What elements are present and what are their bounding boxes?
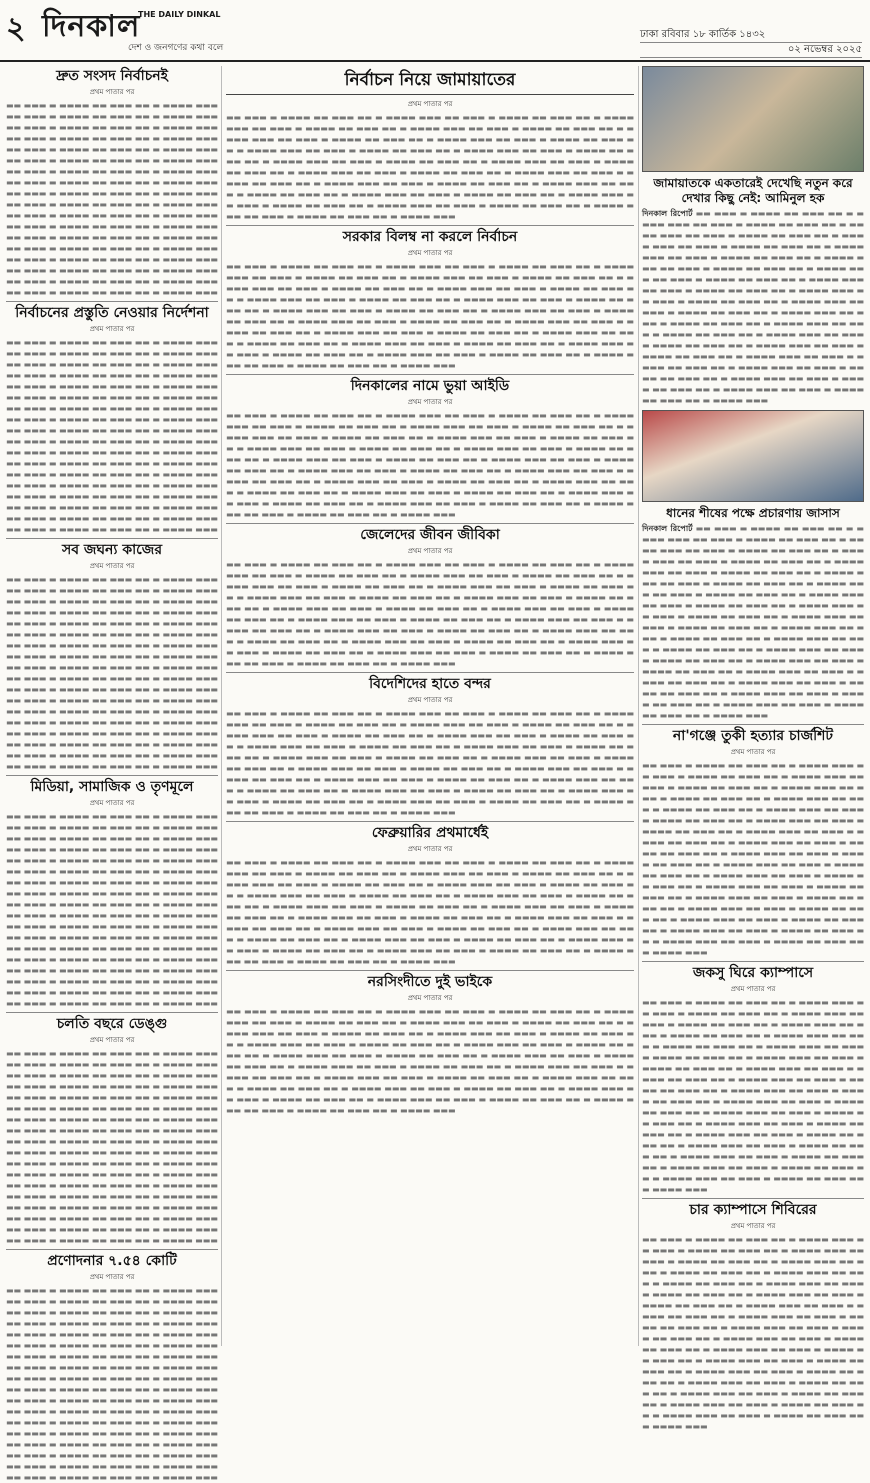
- date-bengali: ঢাকা রবিবার ১৮ কার্তিক ১৪৩২: [640, 28, 862, 43]
- date-english: ০২ নভেম্বর ২০২৫: [640, 43, 862, 58]
- article-body: ▬▬ ▬▬▬ ▬ ▬▬▬▬ ▬▬ ▬▬▬ ▬▬ ▬ ▬▬▬▬ ▬▬▬ ▬▬ ▬▬▬ ▬ ▬▬▬▬ ▬▬ ▬▬▬ ▬▬ ▬ ▬▬▬▬ ▬▬▬ ▬▬ ▬▬▬ ▬ ▬▬▬▬ ▬▬ ▬▬▬ ▬▬ ▬ ▬▬▬▬ ▬▬▬ ▬▬ ▬▬▬ ▬ ▬▬▬▬ ▬▬ ▬▬▬ ▬▬ ▬ ▬▬▬▬ ▬▬▬ ▬▬ ▬▬▬ ▬ ▬▬▬▬ ▬▬ ▬▬▬ ▬▬ ▬ ▬▬▬▬ ▬▬▬ ▬▬ ▬▬▬ ▬ ▬▬▬▬ ▬▬ ▬▬▬ ▬▬ ▬ ▬▬▬▬ ▬▬▬ ▬▬ ▬▬▬ ▬ ▬▬▬▬ ▬▬ ▬▬▬ ▬▬ ▬ ▬▬▬▬ ▬▬▬ ▬▬ ▬▬▬ ▬ ▬▬▬▬ ▬▬ ▬▬▬ ▬▬ ▬ ▬▬▬▬ ▬▬▬ ▬▬ ▬▬▬ ▬ ▬▬▬▬ ▬▬ ▬▬▬ ▬▬ ▬ ▬▬▬▬ ▬▬▬ ▬▬ ▬▬▬ ▬ ▬▬▬▬ ▬▬ ▬▬▬ ▬▬ ▬ ▬▬▬▬ ▬▬▬ ▬▬ ▬▬▬ ▬ ▬▬▬▬ ▬▬ ▬▬▬ ▬▬ ▬ ▬▬▬▬ ▬▬▬ ▬▬ ▬▬▬ ▬ ▬▬▬▬ ▬▬ ▬▬▬ ▬▬ ▬ ▬▬▬▬ ▬▬▬ ▬▬ ▬▬▬ ▬ ▬▬▬▬ ▬▬ ▬▬▬ ▬▬ ▬ ▬▬▬▬ ▬▬▬ ▬▬ ▬▬▬ ▬ ▬▬▬▬ ▬▬ ▬▬▬ ▬▬ ▬ ▬▬▬▬ ▬▬▬ ▬▬ ▬▬▬ ▬ ▬▬▬▬ ▬▬ ▬▬▬ ▬▬ ▬ ▬▬▬▬ ▬▬▬ ▬▬ ▬▬▬ ▬ ▬▬▬▬ ▬▬ ▬▬▬ ▬▬ ▬ ▬▬▬▬ ▬▬▬ ▬▬ ▬▬▬ ▬ ▬▬▬▬ ▬▬ ▬▬▬ ▬▬ ▬ ▬▬▬▬ ▬▬▬ ▬▬ ▬▬▬ ▬ ▬▬▬▬ ▬▬ ▬▬▬ ▬▬ ▬ ▬▬▬▬ ▬▬▬: [6, 338, 218, 534]
- article-headline: চার ক্যাম্পাসে শিবিরের: [689, 1202, 817, 1218]
- article-body: ▬▬ ▬▬▬ ▬ ▬▬▬▬ ▬▬ ▬▬▬ ▬▬ ▬ ▬▬▬▬ ▬▬▬ ▬▬ ▬▬▬ ▬ ▬▬▬▬ ▬▬ ▬▬▬ ▬▬ ▬ ▬▬▬▬ ▬▬▬ ▬▬ ▬▬▬ ▬ ▬▬▬▬ ▬▬ ▬▬▬ ▬▬ ▬ ▬▬▬▬ ▬▬▬ ▬▬ ▬▬▬ ▬ ▬▬▬▬ ▬▬ ▬▬▬ ▬▬ ▬ ▬▬▬▬ ▬▬▬ ▬▬ ▬▬▬ ▬ ▬▬▬▬ ▬▬ ▬▬▬ ▬▬ ▬ ▬▬▬▬ ▬▬▬ ▬▬ ▬▬▬ ▬ ▬▬▬▬ ▬▬ ▬▬▬ ▬▬ ▬ ▬▬▬▬ ▬▬▬ ▬▬ ▬▬▬ ▬ ▬▬▬▬ ▬▬ ▬▬▬ ▬▬ ▬ ▬▬▬▬ ▬▬▬ ▬▬ ▬▬▬ ▬ ▬▬▬▬ ▬▬ ▬▬▬ ▬▬ ▬ ▬▬▬▬ ▬▬▬ ▬▬ ▬▬▬ ▬ ▬▬▬▬ ▬▬ ▬▬▬ ▬▬ ▬ ▬▬▬▬ ▬▬▬ ▬▬ ▬▬▬ ▬ ▬▬▬▬ ▬▬ ▬▬▬ ▬▬ ▬ ▬▬▬▬ ▬▬▬ ▬▬ ▬▬▬ ▬ ▬▬▬▬ ▬▬ ▬▬▬ ▬▬ ▬ ▬▬▬▬ ▬▬▬ ▬▬ ▬▬▬ ▬ ▬▬▬▬ ▬▬ ▬▬▬ ▬▬ ▬ ▬▬▬▬ ▬▬▬ ▬▬ ▬▬▬ ▬ ▬▬▬▬ ▬▬ ▬▬▬ ▬▬ ▬ ▬▬▬▬ ▬▬▬ ▬▬ ▬▬▬ ▬ ▬▬▬▬ ▬▬ ▬▬▬ ▬▬ ▬ ▬▬▬▬ ▬▬▬ ▬▬ ▬▬▬ ▬ ▬▬▬▬ ▬▬ ▬▬▬ ▬▬ ▬ ▬▬▬▬ ▬▬▬ ▬▬ ▬▬▬ ▬ ▬▬▬▬ ▬▬ ▬▬▬ ▬▬ ▬ ▬▬▬▬ ▬▬▬ ▬▬ ▬▬▬ ▬ ▬▬▬▬ ▬▬ ▬▬▬ ▬▬ ▬ ▬▬▬▬ ▬▬▬ ▬▬ ▬▬▬ ▬ ▬▬▬▬ ▬▬ ▬▬▬ ▬▬ ▬ ▬▬▬▬ ▬▬▬: [226, 411, 634, 519]
- article-body: ▬▬ ▬▬▬ ▬ ▬▬▬▬ ▬▬ ▬▬▬ ▬▬ ▬ ▬▬▬▬ ▬▬▬ ▬▬ ▬▬▬ ▬ ▬▬▬▬ ▬▬ ▬▬▬ ▬▬ ▬ ▬▬▬▬ ▬▬▬ ▬▬ ▬▬▬ ▬ ▬▬▬▬ ▬▬ ▬▬▬ ▬▬ ▬ ▬▬▬▬ ▬▬▬ ▬▬ ▬▬▬ ▬ ▬▬▬▬ ▬▬ ▬▬▬ ▬▬ ▬ ▬▬▬▬ ▬▬▬ ▬▬ ▬▬▬ ▬ ▬▬▬▬ ▬▬ ▬▬▬ ▬▬ ▬ ▬▬▬▬ ▬▬▬ ▬▬ ▬▬▬ ▬ ▬▬▬▬ ▬▬ ▬▬▬ ▬▬ ▬ ▬▬▬▬ ▬▬▬ ▬▬ ▬▬▬ ▬ ▬▬▬▬ ▬▬ ▬▬▬ ▬▬ ▬ ▬▬▬▬ ▬▬▬ ▬▬ ▬▬▬ ▬ ▬▬▬▬ ▬▬ ▬▬▬ ▬▬ ▬ ▬▬▬▬ ▬▬▬ ▬▬ ▬▬▬ ▬ ▬▬▬▬ ▬▬ ▬▬▬ ▬▬ ▬ ▬▬▬▬ ▬▬▬ ▬▬ ▬▬▬ ▬ ▬▬▬▬ ▬▬ ▬▬▬ ▬▬ ▬ ▬▬▬▬ ▬▬▬ ▬▬ ▬▬▬ ▬ ▬▬▬▬ ▬▬ ▬▬▬ ▬▬ ▬ ▬▬▬▬ ▬▬▬ ▬▬ ▬▬▬ ▬ ▬▬▬▬ ▬▬ ▬▬▬ ▬▬ ▬ ▬▬▬▬ ▬▬▬ ▬▬ ▬▬▬ ▬ ▬▬▬▬ ▬▬ ▬▬▬ ▬▬ ▬ ▬▬▬▬ ▬▬▬ ▬▬ ▬▬▬ ▬ ▬▬▬▬ ▬▬ ▬▬▬ ▬▬ ▬ ▬▬▬▬ ▬▬▬ ▬▬ ▬▬▬ ▬ ▬▬▬▬ ▬▬ ▬▬▬ ▬▬ ▬ ▬▬▬▬ ▬▬▬ ▬▬ ▬▬▬ ▬ ▬▬▬▬ ▬▬ ▬▬▬ ▬▬ ▬ ▬▬▬▬ ▬▬▬ ▬▬ ▬▬▬ ▬ ▬▬▬▬ ▬▬ ▬▬▬ ▬▬ ▬ ▬▬▬▬ ▬▬▬ ▬▬ ▬▬▬ ▬ ▬▬▬▬ ▬▬ ▬▬▬ ▬▬ ▬ ▬▬▬▬ ▬▬▬: [226, 1007, 634, 1115]
- article-headline: ফেব্রুয়ারির প্রথমার্ধেই: [371, 825, 489, 841]
- column-left: [6, 66, 218, 1482]
- article-byline: প্রথম পাতার পর: [407, 845, 453, 853]
- article-body: ▬▬ ▬▬▬ ▬ ▬▬▬▬ ▬▬ ▬▬▬ ▬▬ ▬ ▬▬▬▬ ▬▬▬ ▬▬ ▬▬▬ ▬ ▬▬▬▬ ▬▬ ▬▬▬ ▬▬ ▬ ▬▬▬▬ ▬▬▬ ▬▬ ▬▬▬ ▬ ▬▬▬▬ ▬▬ ▬▬▬ ▬▬ ▬ ▬▬▬▬ ▬▬▬ ▬▬ ▬▬▬ ▬ ▬▬▬▬ ▬▬ ▬▬▬ ▬▬ ▬ ▬▬▬▬ ▬▬▬ ▬▬ ▬▬▬ ▬ ▬▬▬▬ ▬▬ ▬▬▬ ▬▬ ▬ ▬▬▬▬ ▬▬▬ ▬▬ ▬▬▬ ▬ ▬▬▬▬ ▬▬ ▬▬▬ ▬▬ ▬ ▬▬▬▬ ▬▬▬ ▬▬ ▬▬▬ ▬ ▬▬▬▬ ▬▬ ▬▬▬ ▬▬ ▬ ▬▬▬▬ ▬▬▬ ▬▬ ▬▬▬ ▬ ▬▬▬▬ ▬▬ ▬▬▬ ▬▬ ▬ ▬▬▬▬ ▬▬▬ ▬▬ ▬▬▬ ▬ ▬▬▬▬ ▬▬ ▬▬▬ ▬▬ ▬ ▬▬▬▬ ▬▬▬ ▬▬ ▬▬▬ ▬ ▬▬▬▬ ▬▬ ▬▬▬ ▬▬ ▬ ▬▬▬▬ ▬▬▬ ▬▬ ▬▬▬ ▬ ▬▬▬▬ ▬▬ ▬▬▬ ▬▬ ▬ ▬▬▬▬ ▬▬▬ ▬▬ ▬▬▬ ▬ ▬▬▬▬ ▬▬ ▬▬▬ ▬▬ ▬ ▬▬▬▬ ▬▬▬ ▬▬ ▬▬▬ ▬ ▬▬▬▬ ▬▬ ▬▬▬ ▬▬ ▬ ▬▬▬▬ ▬▬▬ ▬▬ ▬▬▬ ▬ ▬▬▬▬ ▬▬ ▬▬▬ ▬▬ ▬ ▬▬▬▬ ▬▬▬ ▬▬ ▬▬▬ ▬ ▬▬▬▬ ▬▬ ▬▬▬ ▬▬ ▬ ▬▬▬▬ ▬▬▬ ▬▬ ▬▬▬ ▬ ▬▬▬▬ ▬▬ ▬▬▬ ▬▬ ▬ ▬▬▬▬ ▬▬▬ ▬▬ ▬▬▬ ▬ ▬▬▬▬ ▬▬ ▬▬▬ ▬▬ ▬ ▬▬▬▬ ▬▬▬ ▬▬ ▬▬▬ ▬ ▬▬▬▬ ▬▬ ▬▬▬ ▬▬ ▬ ▬▬▬▬ ▬▬▬: [6, 575, 218, 771]
- article-headline: ধানের শীষের পক্ষে প্রচারণায় জাসাস: [666, 506, 840, 520]
- article-headline: দ্রুত সংসদ নির্বাচনই: [56, 68, 168, 84]
- date-box: [640, 28, 862, 58]
- article-byline: প্রথম পাতার পর: [730, 1222, 776, 1230]
- column-center: [226, 66, 634, 1346]
- article-headline: সরকার বিলম্ব না করলে নির্বাচন: [342, 229, 518, 245]
- article-byline: প্রথম পাতার পর: [89, 562, 135, 570]
- column-right: [642, 66, 864, 1431]
- article-byline: প্রথম পাতার পর: [407, 696, 453, 704]
- article-body: ▬▬ ▬▬▬ ▬ ▬▬▬▬ ▬▬ ▬▬▬ ▬▬ ▬ ▬▬▬▬ ▬▬▬ ▬▬ ▬▬▬ ▬ ▬▬▬▬ ▬▬ ▬▬▬ ▬▬ ▬ ▬▬▬▬ ▬▬▬ ▬▬ ▬▬▬ ▬ ▬▬▬▬ ▬▬ ▬▬▬ ▬▬ ▬ ▬▬▬▬ ▬▬▬ ▬▬ ▬▬▬ ▬ ▬▬▬▬ ▬▬ ▬▬▬ ▬▬ ▬ ▬▬▬▬ ▬▬▬ ▬▬ ▬▬▬ ▬ ▬▬▬▬ ▬▬ ▬▬▬ ▬▬ ▬ ▬▬▬▬ ▬▬▬ ▬▬ ▬▬▬ ▬ ▬▬▬▬ ▬▬ ▬▬▬ ▬▬ ▬ ▬▬▬▬ ▬▬▬ ▬▬ ▬▬▬ ▬ ▬▬▬▬ ▬▬ ▬▬▬ ▬▬ ▬ ▬▬▬▬ ▬▬▬ ▬▬ ▬▬▬ ▬ ▬▬▬▬ ▬▬ ▬▬▬ ▬▬ ▬ ▬▬▬▬ ▬▬▬ ▬▬ ▬▬▬ ▬ ▬▬▬▬ ▬▬ ▬▬▬ ▬▬ ▬ ▬▬▬▬ ▬▬▬ ▬▬ ▬▬▬ ▬ ▬▬▬▬ ▬▬ ▬▬▬ ▬▬ ▬ ▬▬▬▬ ▬▬▬ ▬▬ ▬▬▬ ▬ ▬▬▬▬ ▬▬ ▬▬▬ ▬▬ ▬ ▬▬▬▬ ▬▬▬ ▬▬ ▬▬▬ ▬ ▬▬▬▬ ▬▬ ▬▬▬ ▬▬ ▬ ▬▬▬▬ ▬▬▬ ▬▬ ▬▬▬ ▬ ▬▬▬▬ ▬▬ ▬▬▬ ▬▬ ▬ ▬▬▬▬ ▬▬▬ ▬▬ ▬▬▬ ▬ ▬▬▬▬ ▬▬ ▬▬▬ ▬▬ ▬ ▬▬▬▬ ▬▬▬ ▬▬ ▬▬▬ ▬ ▬▬▬▬ ▬▬ ▬▬▬ ▬▬ ▬ ▬▬▬▬ ▬▬▬ ▬▬ ▬▬▬ ▬ ▬▬▬▬ ▬▬ ▬▬▬ ▬▬ ▬ ▬▬▬▬ ▬▬▬ ▬▬ ▬▬▬ ▬ ▬▬▬▬ ▬▬ ▬▬▬ ▬▬ ▬ ▬▬▬▬ ▬▬▬ ▬▬ ▬▬▬ ▬ ▬▬▬▬ ▬▬ ▬▬▬ ▬▬ ▬ ▬▬▬▬ ▬▬▬: [642, 1235, 864, 1431]
- article-lead: দিনকাল রিপোর্ট ▬▬ ▬▬▬ ▬ ▬▬▬▬ ▬▬ ▬▬▬ ▬▬ ▬ ▬▬▬▬ ▬▬▬ ▬▬ ▬▬▬ ▬ ▬▬▬▬ ▬▬ ▬▬▬ ▬▬ ▬ ▬▬▬▬ ▬▬▬ ▬▬ ▬▬▬ ▬ ▬▬▬▬ ▬▬ ▬▬▬ ▬▬ ▬ ▬▬▬▬ ▬▬▬ ▬▬ ▬▬▬ ▬ ▬▬▬▬ ▬▬ ▬▬▬ ▬▬ ▬ ▬▬▬▬ ▬▬▬ ▬▬ ▬▬▬ ▬ ▬▬▬▬ ▬▬ ▬▬▬ ▬▬ ▬ ▬▬▬▬ ▬▬▬ ▬▬ ▬▬▬ ▬ ▬▬▬▬ ▬▬ ▬▬▬ ▬▬ ▬ ▬▬▬▬ ▬▬▬ ▬▬ ▬▬▬ ▬ ▬▬▬▬ ▬▬ ▬▬▬ ▬▬ ▬ ▬▬▬▬ ▬▬▬ ▬▬ ▬▬▬ ▬ ▬▬▬▬ ▬▬ ▬▬▬ ▬▬ ▬ ▬▬▬▬ ▬▬▬ ▬▬ ▬▬▬ ▬ ▬▬▬▬ ▬▬ ▬▬▬ ▬▬ ▬ ▬▬▬▬ ▬▬▬ ▬▬ ▬▬▬ ▬ ▬▬▬▬ ▬▬ ▬▬▬ ▬▬ ▬ ▬▬▬▬ ▬▬▬ ▬▬ ▬▬▬ ▬ ▬▬▬▬ ▬▬ ▬▬▬ ▬▬ ▬ ▬▬▬▬ ▬▬▬ ▬▬ ▬▬▬ ▬ ▬▬▬▬ ▬▬ ▬▬▬ ▬▬ ▬ ▬▬▬▬ ▬▬▬ ▬▬ ▬▬▬ ▬ ▬▬▬▬ ▬▬ ▬▬▬ ▬▬ ▬ ▬▬▬▬ ▬▬▬ ▬▬ ▬▬▬ ▬ ▬▬▬▬ ▬▬ ▬▬▬ ▬▬ ▬ ▬▬▬▬ ▬▬▬ ▬▬ ▬▬▬ ▬ ▬▬▬▬ ▬▬ ▬▬▬ ▬▬ ▬ ▬▬▬▬ ▬▬▬ ▬▬ ▬▬▬ ▬ ▬▬▬▬ ▬▬ ▬▬▬ ▬▬ ▬ ▬▬▬▬ ▬▬▬ ▬▬ ▬▬▬ ▬ ▬▬▬▬ ▬▬ ▬▬▬ ▬▬ ▬ ▬▬▬▬ ▬▬▬ ▬▬ ▬▬▬ ▬ ▬▬▬▬ ▬▬ ▬▬▬ ▬▬ ▬ ▬▬▬▬ ▬▬▬: [642, 208, 864, 405]
- newspaper-logo: দিনকাল: [42, 9, 141, 44]
- article-headline: নির্বাচনের প্রস্তুতি নেওয়ার নির্দেশনা: [15, 305, 209, 321]
- article-byline: প্রথম পাতার পর: [89, 799, 135, 807]
- article-lead: দিনকাল রিপোর্ট ▬▬ ▬▬▬ ▬ ▬▬▬▬ ▬▬ ▬▬▬ ▬▬ ▬ ▬▬▬▬ ▬▬▬ ▬▬ ▬▬▬ ▬ ▬▬▬▬ ▬▬ ▬▬▬ ▬▬ ▬ ▬▬▬▬ ▬▬▬ ▬▬ ▬▬▬ ▬ ▬▬▬▬ ▬▬ ▬▬▬ ▬▬ ▬ ▬▬▬▬ ▬▬▬ ▬▬ ▬▬▬ ▬ ▬▬▬▬ ▬▬ ▬▬▬ ▬▬ ▬ ▬▬▬▬ ▬▬▬ ▬▬ ▬▬▬ ▬ ▬▬▬▬ ▬▬ ▬▬▬ ▬▬ ▬ ▬▬▬▬ ▬▬▬ ▬▬ ▬▬▬ ▬ ▬▬▬▬ ▬▬ ▬▬▬ ▬▬ ▬ ▬▬▬▬ ▬▬▬ ▬▬ ▬▬▬ ▬ ▬▬▬▬ ▬▬ ▬▬▬ ▬▬ ▬ ▬▬▬▬ ▬▬▬ ▬▬ ▬▬▬ ▬ ▬▬▬▬ ▬▬ ▬▬▬ ▬▬ ▬ ▬▬▬▬ ▬▬▬ ▬▬ ▬▬▬ ▬ ▬▬▬▬ ▬▬ ▬▬▬ ▬▬ ▬ ▬▬▬▬ ▬▬▬ ▬▬ ▬▬▬ ▬ ▬▬▬▬ ▬▬ ▬▬▬ ▬▬ ▬ ▬▬▬▬ ▬▬▬ ▬▬ ▬▬▬ ▬ ▬▬▬▬ ▬▬ ▬▬▬ ▬▬ ▬ ▬▬▬▬ ▬▬▬ ▬▬ ▬▬▬ ▬ ▬▬▬▬ ▬▬ ▬▬▬ ▬▬ ▬ ▬▬▬▬ ▬▬▬ ▬▬ ▬▬▬ ▬ ▬▬▬▬ ▬▬ ▬▬▬ ▬▬ ▬ ▬▬▬▬ ▬▬▬ ▬▬ ▬▬▬ ▬ ▬▬▬▬ ▬▬ ▬▬▬ ▬▬ ▬ ▬▬▬▬ ▬▬▬ ▬▬ ▬▬▬ ▬ ▬▬▬▬ ▬▬ ▬▬▬ ▬▬ ▬ ▬▬▬▬ ▬▬▬ ▬▬ ▬▬▬ ▬ ▬▬▬▬ ▬▬ ▬▬▬ ▬▬ ▬ ▬▬▬▬ ▬▬▬ ▬▬ ▬▬▬ ▬ ▬▬▬▬ ▬▬ ▬▬▬ ▬▬ ▬ ▬▬▬▬ ▬▬▬ ▬▬ ▬▬▬ ▬ ▬▬▬▬ ▬▬ ▬▬▬ ▬▬ ▬ ▬▬▬▬ ▬▬▬: [642, 523, 864, 720]
- newspaper-logo-english: THE DAILY DINKAL: [138, 10, 221, 19]
- article-headline: না'গঞ্জে তুকী হত্যার চার্জশিট: [672, 728, 834, 744]
- article-byline: প্রথম পাতার পর: [407, 994, 453, 1002]
- article-byline: প্রথম পাতার পর: [730, 985, 776, 993]
- article-byline: প্রথম পাতার পর: [730, 748, 776, 756]
- article-byline: প্রথম পাতার পর: [89, 1036, 135, 1044]
- column-divider: [221, 66, 222, 1346]
- article-body: ▬▬ ▬▬▬ ▬ ▬▬▬▬ ▬▬ ▬▬▬ ▬▬ ▬ ▬▬▬▬ ▬▬▬ ▬▬ ▬▬▬ ▬ ▬▬▬▬ ▬▬ ▬▬▬ ▬▬ ▬ ▬▬▬▬ ▬▬▬ ▬▬ ▬▬▬ ▬ ▬▬▬▬ ▬▬ ▬▬▬ ▬▬ ▬ ▬▬▬▬ ▬▬▬ ▬▬ ▬▬▬ ▬ ▬▬▬▬ ▬▬ ▬▬▬ ▬▬ ▬ ▬▬▬▬ ▬▬▬ ▬▬ ▬▬▬ ▬ ▬▬▬▬ ▬▬ ▬▬▬ ▬▬ ▬ ▬▬▬▬ ▬▬▬ ▬▬ ▬▬▬ ▬ ▬▬▬▬ ▬▬ ▬▬▬ ▬▬ ▬ ▬▬▬▬ ▬▬▬ ▬▬ ▬▬▬ ▬ ▬▬▬▬ ▬▬ ▬▬▬ ▬▬ ▬ ▬▬▬▬ ▬▬▬ ▬▬ ▬▬▬ ▬ ▬▬▬▬ ▬▬ ▬▬▬ ▬▬ ▬ ▬▬▬▬ ▬▬▬ ▬▬ ▬▬▬ ▬ ▬▬▬▬ ▬▬ ▬▬▬ ▬▬ ▬ ▬▬▬▬ ▬▬▬ ▬▬ ▬▬▬ ▬ ▬▬▬▬ ▬▬ ▬▬▬ ▬▬ ▬ ▬▬▬▬ ▬▬▬ ▬▬ ▬▬▬ ▬ ▬▬▬▬ ▬▬ ▬▬▬ ▬▬ ▬ ▬▬▬▬ ▬▬▬ ▬▬ ▬▬▬ ▬ ▬▬▬▬ ▬▬ ▬▬▬ ▬▬ ▬ ▬▬▬▬ ▬▬▬ ▬▬ ▬▬▬ ▬ ▬▬▬▬ ▬▬ ▬▬▬ ▬▬ ▬ ▬▬▬▬ ▬▬▬ ▬▬ ▬▬▬ ▬ ▬▬▬▬ ▬▬ ▬▬▬ ▬▬ ▬ ▬▬▬▬ ▬▬▬ ▬▬ ▬▬▬ ▬ ▬▬▬▬ ▬▬ ▬▬▬ ▬▬ ▬ ▬▬▬▬ ▬▬▬ ▬▬ ▬▬▬ ▬ ▬▬▬▬ ▬▬ ▬▬▬ ▬▬ ▬ ▬▬▬▬ ▬▬▬ ▬▬ ▬▬▬ ▬ ▬▬▬▬ ▬▬ ▬▬▬ ▬▬ ▬ ▬▬▬▬ ▬▬▬ ▬▬ ▬▬▬ ▬ ▬▬▬▬ ▬▬ ▬▬▬ ▬▬ ▬ ▬▬▬▬ ▬▬▬: [6, 812, 218, 1008]
- article-byline: প্রথম পাতার পর: [407, 249, 453, 257]
- article-body: ▬▬ ▬▬▬ ▬ ▬▬▬▬ ▬▬ ▬▬▬ ▬▬ ▬ ▬▬▬▬ ▬▬▬ ▬▬ ▬▬▬ ▬ ▬▬▬▬ ▬▬ ▬▬▬ ▬▬ ▬ ▬▬▬▬ ▬▬▬ ▬▬ ▬▬▬ ▬ ▬▬▬▬ ▬▬ ▬▬▬ ▬▬ ▬ ▬▬▬▬ ▬▬▬ ▬▬ ▬▬▬ ▬ ▬▬▬▬ ▬▬ ▬▬▬ ▬▬ ▬ ▬▬▬▬ ▬▬▬ ▬▬ ▬▬▬ ▬ ▬▬▬▬ ▬▬ ▬▬▬ ▬▬ ▬ ▬▬▬▬ ▬▬▬ ▬▬ ▬▬▬ ▬ ▬▬▬▬ ▬▬ ▬▬▬ ▬▬ ▬ ▬▬▬▬ ▬▬▬ ▬▬ ▬▬▬ ▬ ▬▬▬▬ ▬▬ ▬▬▬ ▬▬ ▬ ▬▬▬▬ ▬▬▬ ▬▬ ▬▬▬ ▬ ▬▬▬▬ ▬▬ ▬▬▬ ▬▬ ▬ ▬▬▬▬ ▬▬▬ ▬▬ ▬▬▬ ▬ ▬▬▬▬ ▬▬ ▬▬▬ ▬▬ ▬ ▬▬▬▬ ▬▬▬ ▬▬ ▬▬▬ ▬ ▬▬▬▬ ▬▬ ▬▬▬ ▬▬ ▬ ▬▬▬▬ ▬▬▬ ▬▬ ▬▬▬ ▬ ▬▬▬▬ ▬▬ ▬▬▬ ▬▬ ▬ ▬▬▬▬ ▬▬▬ ▬▬ ▬▬▬ ▬ ▬▬▬▬ ▬▬ ▬▬▬ ▬▬ ▬ ▬▬▬▬ ▬▬▬ ▬▬ ▬▬▬ ▬ ▬▬▬▬ ▬▬ ▬▬▬ ▬▬ ▬ ▬▬▬▬ ▬▬▬ ▬▬ ▬▬▬ ▬ ▬▬▬▬ ▬▬ ▬▬▬ ▬▬ ▬ ▬▬▬▬ ▬▬▬ ▬▬ ▬▬▬ ▬ ▬▬▬▬ ▬▬ ▬▬▬ ▬▬ ▬ ▬▬▬▬ ▬▬▬ ▬▬ ▬▬▬ ▬ ▬▬▬▬ ▬▬ ▬▬▬ ▬▬ ▬ ▬▬▬▬ ▬▬▬ ▬▬ ▬▬▬ ▬ ▬▬▬▬ ▬▬ ▬▬▬ ▬▬ ▬ ▬▬▬▬ ▬▬▬ ▬▬ ▬▬▬ ▬ ▬▬▬▬ ▬▬ ▬▬▬ ▬▬ ▬ ▬▬▬▬ ▬▬▬: [642, 998, 864, 1194]
- article-byline: প্রথম পাতার পর: [89, 1273, 135, 1281]
- main-headline: নির্বাচন নিয়ে জামায়াতের: [226, 68, 634, 95]
- article-byline: প্রথম পাতার পর: [89, 88, 135, 96]
- news-photo: [642, 410, 864, 502]
- article-byline: প্রথম পাতার পর: [407, 100, 453, 108]
- article-body: ▬▬ ▬▬▬ ▬ ▬▬▬▬ ▬▬ ▬▬▬ ▬▬ ▬ ▬▬▬▬ ▬▬▬ ▬▬ ▬▬▬ ▬ ▬▬▬▬ ▬▬ ▬▬▬ ▬▬ ▬ ▬▬▬▬ ▬▬▬ ▬▬ ▬▬▬ ▬ ▬▬▬▬ ▬▬ ▬▬▬ ▬▬ ▬ ▬▬▬▬ ▬▬▬ ▬▬ ▬▬▬ ▬ ▬▬▬▬ ▬▬ ▬▬▬ ▬▬ ▬ ▬▬▬▬ ▬▬▬ ▬▬ ▬▬▬ ▬ ▬▬▬▬ ▬▬ ▬▬▬ ▬▬ ▬ ▬▬▬▬ ▬▬▬ ▬▬ ▬▬▬ ▬ ▬▬▬▬ ▬▬ ▬▬▬ ▬▬ ▬ ▬▬▬▬ ▬▬▬ ▬▬ ▬▬▬ ▬ ▬▬▬▬ ▬▬ ▬▬▬ ▬▬ ▬ ▬▬▬▬ ▬▬▬ ▬▬ ▬▬▬ ▬ ▬▬▬▬ ▬▬ ▬▬▬ ▬▬ ▬ ▬▬▬▬ ▬▬▬ ▬▬ ▬▬▬ ▬ ▬▬▬▬ ▬▬ ▬▬▬ ▬▬ ▬ ▬▬▬▬ ▬▬▬ ▬▬ ▬▬▬ ▬ ▬▬▬▬ ▬▬ ▬▬▬ ▬▬ ▬ ▬▬▬▬ ▬▬▬ ▬▬ ▬▬▬ ▬ ▬▬▬▬ ▬▬ ▬▬▬ ▬▬ ▬ ▬▬▬▬ ▬▬▬ ▬▬ ▬▬▬ ▬ ▬▬▬▬ ▬▬ ▬▬▬ ▬▬ ▬ ▬▬▬▬ ▬▬▬ ▬▬ ▬▬▬ ▬ ▬▬▬▬ ▬▬ ▬▬▬ ▬▬ ▬ ▬▬▬▬ ▬▬▬ ▬▬ ▬▬▬ ▬ ▬▬▬▬ ▬▬ ▬▬▬ ▬▬ ▬ ▬▬▬▬ ▬▬▬ ▬▬ ▬▬▬ ▬ ▬▬▬▬ ▬▬ ▬▬▬ ▬▬ ▬ ▬▬▬▬ ▬▬▬ ▬▬ ▬▬▬ ▬ ▬▬▬▬ ▬▬ ▬▬▬ ▬▬ ▬ ▬▬▬▬ ▬▬▬ ▬▬ ▬▬▬ ▬ ▬▬▬▬ ▬▬ ▬▬▬ ▬▬ ▬ ▬▬▬▬ ▬▬▬ ▬▬ ▬▬▬ ▬ ▬▬▬▬ ▬▬ ▬▬▬ ▬▬ ▬ ▬▬▬▬ ▬▬▬: [226, 560, 634, 668]
- page-number: ২: [6, 11, 26, 46]
- masthead: [0, 0, 870, 62]
- tagline: দেশ ও জনগণের কথা বলে: [128, 43, 224, 53]
- article-headline: চলতি বছরে ডেঙ্গু: [56, 1016, 168, 1032]
- article-body: ▬▬ ▬▬▬ ▬ ▬▬▬▬ ▬▬ ▬▬▬ ▬▬ ▬ ▬▬▬▬ ▬▬▬ ▬▬ ▬▬▬ ▬ ▬▬▬▬ ▬▬ ▬▬▬ ▬▬ ▬ ▬▬▬▬ ▬▬▬ ▬▬ ▬▬▬ ▬ ▬▬▬▬ ▬▬ ▬▬▬ ▬▬ ▬ ▬▬▬▬ ▬▬▬ ▬▬ ▬▬▬ ▬ ▬▬▬▬ ▬▬ ▬▬▬ ▬▬ ▬ ▬▬▬▬ ▬▬▬ ▬▬ ▬▬▬ ▬ ▬▬▬▬ ▬▬ ▬▬▬ ▬▬ ▬ ▬▬▬▬ ▬▬▬ ▬▬ ▬▬▬ ▬ ▬▬▬▬ ▬▬ ▬▬▬ ▬▬ ▬ ▬▬▬▬ ▬▬▬ ▬▬ ▬▬▬ ▬ ▬▬▬▬ ▬▬ ▬▬▬ ▬▬ ▬ ▬▬▬▬ ▬▬▬ ▬▬ ▬▬▬ ▬ ▬▬▬▬ ▬▬ ▬▬▬ ▬▬ ▬ ▬▬▬▬ ▬▬▬ ▬▬ ▬▬▬ ▬ ▬▬▬▬ ▬▬ ▬▬▬ ▬▬ ▬ ▬▬▬▬ ▬▬▬ ▬▬ ▬▬▬ ▬ ▬▬▬▬ ▬▬ ▬▬▬ ▬▬ ▬ ▬▬▬▬ ▬▬▬ ▬▬ ▬▬▬ ▬ ▬▬▬▬ ▬▬ ▬▬▬ ▬▬ ▬ ▬▬▬▬ ▬▬▬ ▬▬ ▬▬▬ ▬ ▬▬▬▬ ▬▬ ▬▬▬ ▬▬ ▬ ▬▬▬▬ ▬▬▬ ▬▬ ▬▬▬ ▬ ▬▬▬▬ ▬▬ ▬▬▬ ▬▬ ▬ ▬▬▬▬ ▬▬▬ ▬▬ ▬▬▬ ▬ ▬▬▬▬ ▬▬ ▬▬▬ ▬▬ ▬ ▬▬▬▬ ▬▬▬ ▬▬ ▬▬▬ ▬ ▬▬▬▬ ▬▬ ▬▬▬ ▬▬ ▬ ▬▬▬▬ ▬▬▬ ▬▬ ▬▬▬ ▬ ▬▬▬▬ ▬▬ ▬▬▬ ▬▬ ▬ ▬▬▬▬ ▬▬▬ ▬▬ ▬▬▬ ▬ ▬▬▬▬ ▬▬ ▬▬▬ ▬▬ ▬ ▬▬▬▬ ▬▬▬ ▬▬ ▬▬▬ ▬ ▬▬▬▬ ▬▬ ▬▬▬ ▬▬ ▬ ▬▬▬▬ ▬▬▬: [226, 113, 634, 221]
- article-body: ▬▬ ▬▬▬ ▬ ▬▬▬▬ ▬▬ ▬▬▬ ▬▬ ▬ ▬▬▬▬ ▬▬▬ ▬▬ ▬▬▬ ▬ ▬▬▬▬ ▬▬ ▬▬▬ ▬▬ ▬ ▬▬▬▬ ▬▬▬ ▬▬ ▬▬▬ ▬ ▬▬▬▬ ▬▬ ▬▬▬ ▬▬ ▬ ▬▬▬▬ ▬▬▬ ▬▬ ▬▬▬ ▬ ▬▬▬▬ ▬▬ ▬▬▬ ▬▬ ▬ ▬▬▬▬ ▬▬▬ ▬▬ ▬▬▬ ▬ ▬▬▬▬ ▬▬ ▬▬▬ ▬▬ ▬ ▬▬▬▬ ▬▬▬ ▬▬ ▬▬▬ ▬ ▬▬▬▬ ▬▬ ▬▬▬ ▬▬ ▬ ▬▬▬▬ ▬▬▬ ▬▬ ▬▬▬ ▬ ▬▬▬▬ ▬▬ ▬▬▬ ▬▬ ▬ ▬▬▬▬ ▬▬▬ ▬▬ ▬▬▬ ▬ ▬▬▬▬ ▬▬ ▬▬▬ ▬▬ ▬ ▬▬▬▬ ▬▬▬ ▬▬ ▬▬▬ ▬ ▬▬▬▬ ▬▬ ▬▬▬ ▬▬ ▬ ▬▬▬▬ ▬▬▬ ▬▬ ▬▬▬ ▬ ▬▬▬▬ ▬▬ ▬▬▬ ▬▬ ▬ ▬▬▬▬ ▬▬▬ ▬▬ ▬▬▬ ▬ ▬▬▬▬ ▬▬ ▬▬▬ ▬▬ ▬ ▬▬▬▬ ▬▬▬ ▬▬ ▬▬▬ ▬ ▬▬▬▬ ▬▬ ▬▬▬ ▬▬ ▬ ▬▬▬▬ ▬▬▬ ▬▬ ▬▬▬ ▬ ▬▬▬▬ ▬▬ ▬▬▬ ▬▬ ▬ ▬▬▬▬ ▬▬▬ ▬▬ ▬▬▬ ▬ ▬▬▬▬ ▬▬ ▬▬▬ ▬▬ ▬ ▬▬▬▬ ▬▬▬ ▬▬ ▬▬▬ ▬ ▬▬▬▬ ▬▬ ▬▬▬ ▬▬ ▬ ▬▬▬▬ ▬▬▬ ▬▬ ▬▬▬ ▬ ▬▬▬▬ ▬▬ ▬▬▬ ▬▬ ▬ ▬▬▬▬ ▬▬▬ ▬▬ ▬▬▬ ▬ ▬▬▬▬ ▬▬ ▬▬▬ ▬▬ ▬ ▬▬▬▬ ▬▬▬ ▬▬ ▬▬▬ ▬ ▬▬▬▬ ▬▬ ▬▬▬ ▬▬ ▬ ▬▬▬▬ ▬▬▬: [6, 1286, 218, 1482]
- reporter-credit: দিনকাল রিপোর্ট: [642, 523, 693, 533]
- article-headline: সব জঘন্য কাজের: [61, 542, 163, 558]
- article-body: ▬▬ ▬▬▬ ▬ ▬▬▬▬ ▬▬ ▬▬▬ ▬▬ ▬ ▬▬▬▬ ▬▬▬ ▬▬ ▬▬▬ ▬ ▬▬▬▬ ▬▬ ▬▬▬ ▬▬ ▬ ▬▬▬▬ ▬▬▬ ▬▬ ▬▬▬ ▬ ▬▬▬▬ ▬▬ ▬▬▬ ▬▬ ▬ ▬▬▬▬ ▬▬▬ ▬▬ ▬▬▬ ▬ ▬▬▬▬ ▬▬ ▬▬▬ ▬▬ ▬ ▬▬▬▬ ▬▬▬ ▬▬ ▬▬▬ ▬ ▬▬▬▬ ▬▬ ▬▬▬ ▬▬ ▬ ▬▬▬▬ ▬▬▬ ▬▬ ▬▬▬ ▬ ▬▬▬▬ ▬▬ ▬▬▬ ▬▬ ▬ ▬▬▬▬ ▬▬▬ ▬▬ ▬▬▬ ▬ ▬▬▬▬ ▬▬ ▬▬▬ ▬▬ ▬ ▬▬▬▬ ▬▬▬ ▬▬ ▬▬▬ ▬ ▬▬▬▬ ▬▬ ▬▬▬ ▬▬ ▬ ▬▬▬▬ ▬▬▬ ▬▬ ▬▬▬ ▬ ▬▬▬▬ ▬▬ ▬▬▬ ▬▬ ▬ ▬▬▬▬ ▬▬▬ ▬▬ ▬▬▬ ▬ ▬▬▬▬ ▬▬ ▬▬▬ ▬▬ ▬ ▬▬▬▬ ▬▬▬ ▬▬ ▬▬▬ ▬ ▬▬▬▬ ▬▬ ▬▬▬ ▬▬ ▬ ▬▬▬▬ ▬▬▬ ▬▬ ▬▬▬ ▬ ▬▬▬▬ ▬▬ ▬▬▬ ▬▬ ▬ ▬▬▬▬ ▬▬▬ ▬▬ ▬▬▬ ▬ ▬▬▬▬ ▬▬ ▬▬▬ ▬▬ ▬ ▬▬▬▬ ▬▬▬ ▬▬ ▬▬▬ ▬ ▬▬▬▬ ▬▬ ▬▬▬ ▬▬ ▬ ▬▬▬▬ ▬▬▬ ▬▬ ▬▬▬ ▬ ▬▬▬▬ ▬▬ ▬▬▬ ▬▬ ▬ ▬▬▬▬ ▬▬▬ ▬▬ ▬▬▬ ▬ ▬▬▬▬ ▬▬ ▬▬▬ ▬▬ ▬ ▬▬▬▬ ▬▬▬ ▬▬ ▬▬▬ ▬ ▬▬▬▬ ▬▬ ▬▬▬ ▬▬ ▬ ▬▬▬▬ ▬▬▬ ▬▬ ▬▬▬ ▬ ▬▬▬▬ ▬▬ ▬▬▬ ▬▬ ▬ ▬▬▬▬ ▬▬▬: [226, 709, 634, 817]
- article-body: ▬▬ ▬▬▬ ▬ ▬▬▬▬ ▬▬ ▬▬▬ ▬▬ ▬ ▬▬▬▬ ▬▬▬ ▬▬ ▬▬▬ ▬ ▬▬▬▬ ▬▬ ▬▬▬ ▬▬ ▬ ▬▬▬▬ ▬▬▬ ▬▬ ▬▬▬ ▬ ▬▬▬▬ ▬▬ ▬▬▬ ▬▬ ▬ ▬▬▬▬ ▬▬▬ ▬▬ ▬▬▬ ▬ ▬▬▬▬ ▬▬ ▬▬▬ ▬▬ ▬ ▬▬▬▬ ▬▬▬ ▬▬ ▬▬▬ ▬ ▬▬▬▬ ▬▬ ▬▬▬ ▬▬ ▬ ▬▬▬▬ ▬▬▬ ▬▬ ▬▬▬ ▬ ▬▬▬▬ ▬▬ ▬▬▬ ▬▬ ▬ ▬▬▬▬ ▬▬▬ ▬▬ ▬▬▬ ▬ ▬▬▬▬ ▬▬ ▬▬▬ ▬▬ ▬ ▬▬▬▬ ▬▬▬ ▬▬ ▬▬▬ ▬ ▬▬▬▬ ▬▬ ▬▬▬ ▬▬ ▬ ▬▬▬▬ ▬▬▬ ▬▬ ▬▬▬ ▬ ▬▬▬▬ ▬▬ ▬▬▬ ▬▬ ▬ ▬▬▬▬ ▬▬▬ ▬▬ ▬▬▬ ▬ ▬▬▬▬ ▬▬ ▬▬▬ ▬▬ ▬ ▬▬▬▬ ▬▬▬ ▬▬ ▬▬▬ ▬ ▬▬▬▬ ▬▬ ▬▬▬ ▬▬ ▬ ▬▬▬▬ ▬▬▬ ▬▬ ▬▬▬ ▬ ▬▬▬▬ ▬▬ ▬▬▬ ▬▬ ▬ ▬▬▬▬ ▬▬▬ ▬▬ ▬▬▬ ▬ ▬▬▬▬ ▬▬ ▬▬▬ ▬▬ ▬ ▬▬▬▬ ▬▬▬ ▬▬ ▬▬▬ ▬ ▬▬▬▬ ▬▬ ▬▬▬ ▬▬ ▬ ▬▬▬▬ ▬▬▬ ▬▬ ▬▬▬ ▬ ▬▬▬▬ ▬▬ ▬▬▬ ▬▬ ▬ ▬▬▬▬ ▬▬▬ ▬▬ ▬▬▬ ▬ ▬▬▬▬ ▬▬ ▬▬▬ ▬▬ ▬ ▬▬▬▬ ▬▬▬ ▬▬ ▬▬▬ ▬ ▬▬▬▬ ▬▬ ▬▬▬ ▬▬ ▬ ▬▬▬▬ ▬▬▬ ▬▬ ▬▬▬ ▬ ▬▬▬▬ ▬▬ ▬▬▬ ▬▬ ▬ ▬▬▬▬ ▬▬▬: [642, 761, 864, 957]
- article-body: ▬▬ ▬▬▬ ▬ ▬▬▬▬ ▬▬ ▬▬▬ ▬▬ ▬ ▬▬▬▬ ▬▬▬ ▬▬ ▬▬▬ ▬ ▬▬▬▬ ▬▬ ▬▬▬ ▬▬ ▬ ▬▬▬▬ ▬▬▬ ▬▬ ▬▬▬ ▬ ▬▬▬▬ ▬▬ ▬▬▬ ▬▬ ▬ ▬▬▬▬ ▬▬▬ ▬▬ ▬▬▬ ▬ ▬▬▬▬ ▬▬ ▬▬▬ ▬▬ ▬ ▬▬▬▬ ▬▬▬ ▬▬ ▬▬▬ ▬ ▬▬▬▬ ▬▬ ▬▬▬ ▬▬ ▬ ▬▬▬▬ ▬▬▬ ▬▬ ▬▬▬ ▬ ▬▬▬▬ ▬▬ ▬▬▬ ▬▬ ▬ ▬▬▬▬ ▬▬▬ ▬▬ ▬▬▬ ▬ ▬▬▬▬ ▬▬ ▬▬▬ ▬▬ ▬ ▬▬▬▬ ▬▬▬ ▬▬ ▬▬▬ ▬ ▬▬▬▬ ▬▬ ▬▬▬ ▬▬ ▬ ▬▬▬▬ ▬▬▬ ▬▬ ▬▬▬ ▬ ▬▬▬▬ ▬▬ ▬▬▬ ▬▬ ▬ ▬▬▬▬ ▬▬▬ ▬▬ ▬▬▬ ▬ ▬▬▬▬ ▬▬ ▬▬▬ ▬▬ ▬ ▬▬▬▬ ▬▬▬ ▬▬ ▬▬▬ ▬ ▬▬▬▬ ▬▬ ▬▬▬ ▬▬ ▬ ▬▬▬▬ ▬▬▬ ▬▬ ▬▬▬ ▬ ▬▬▬▬ ▬▬ ▬▬▬ ▬▬ ▬ ▬▬▬▬ ▬▬▬ ▬▬ ▬▬▬ ▬ ▬▬▬▬ ▬▬ ▬▬▬ ▬▬ ▬ ▬▬▬▬ ▬▬▬ ▬▬ ▬▬▬ ▬ ▬▬▬▬ ▬▬ ▬▬▬ ▬▬ ▬ ▬▬▬▬ ▬▬▬ ▬▬ ▬▬▬ ▬ ▬▬▬▬ ▬▬ ▬▬▬ ▬▬ ▬ ▬▬▬▬ ▬▬▬ ▬▬ ▬▬▬ ▬ ▬▬▬▬ ▬▬ ▬▬▬ ▬▬ ▬ ▬▬▬▬ ▬▬▬ ▬▬ ▬▬▬ ▬ ▬▬▬▬ ▬▬ ▬▬▬ ▬▬ ▬ ▬▬▬▬ ▬▬▬ ▬▬ ▬▬▬ ▬ ▬▬▬▬ ▬▬ ▬▬▬ ▬▬ ▬ ▬▬▬▬ ▬▬▬: [6, 1049, 218, 1245]
- article-body: ▬▬ ▬▬▬ ▬ ▬▬▬▬ ▬▬ ▬▬▬ ▬▬ ▬ ▬▬▬▬ ▬▬▬ ▬▬ ▬▬▬ ▬ ▬▬▬▬ ▬▬ ▬▬▬ ▬▬ ▬ ▬▬▬▬ ▬▬▬ ▬▬ ▬▬▬ ▬ ▬▬▬▬ ▬▬ ▬▬▬ ▬▬ ▬ ▬▬▬▬ ▬▬▬ ▬▬ ▬▬▬ ▬ ▬▬▬▬ ▬▬ ▬▬▬ ▬▬ ▬ ▬▬▬▬ ▬▬▬ ▬▬ ▬▬▬ ▬ ▬▬▬▬ ▬▬ ▬▬▬ ▬▬ ▬ ▬▬▬▬ ▬▬▬ ▬▬ ▬▬▬ ▬ ▬▬▬▬ ▬▬ ▬▬▬ ▬▬ ▬ ▬▬▬▬ ▬▬▬ ▬▬ ▬▬▬ ▬ ▬▬▬▬ ▬▬ ▬▬▬ ▬▬ ▬ ▬▬▬▬ ▬▬▬ ▬▬ ▬▬▬ ▬ ▬▬▬▬ ▬▬ ▬▬▬ ▬▬ ▬ ▬▬▬▬ ▬▬▬ ▬▬ ▬▬▬ ▬ ▬▬▬▬ ▬▬ ▬▬▬ ▬▬ ▬ ▬▬▬▬ ▬▬▬ ▬▬ ▬▬▬ ▬ ▬▬▬▬ ▬▬ ▬▬▬ ▬▬ ▬ ▬▬▬▬ ▬▬▬ ▬▬ ▬▬▬ ▬ ▬▬▬▬ ▬▬ ▬▬▬ ▬▬ ▬ ▬▬▬▬ ▬▬▬ ▬▬ ▬▬▬ ▬ ▬▬▬▬ ▬▬ ▬▬▬ ▬▬ ▬ ▬▬▬▬ ▬▬▬ ▬▬ ▬▬▬ ▬ ▬▬▬▬ ▬▬ ▬▬▬ ▬▬ ▬ ▬▬▬▬ ▬▬▬ ▬▬ ▬▬▬ ▬ ▬▬▬▬ ▬▬ ▬▬▬ ▬▬ ▬ ▬▬▬▬ ▬▬▬ ▬▬ ▬▬▬ ▬ ▬▬▬▬ ▬▬ ▬▬▬ ▬▬ ▬ ▬▬▬▬ ▬▬▬ ▬▬ ▬▬▬ ▬ ▬▬▬▬ ▬▬ ▬▬▬ ▬▬ ▬ ▬▬▬▬ ▬▬▬ ▬▬ ▬▬▬ ▬ ▬▬▬▬ ▬▬ ▬▬▬ ▬▬ ▬ ▬▬▬▬ ▬▬▬ ▬▬ ▬▬▬ ▬ ▬▬▬▬ ▬▬ ▬▬▬ ▬▬ ▬ ▬▬▬▬ ▬▬▬: [6, 101, 218, 297]
- article-headline: জামায়াতকে একতারেই দেখেছি নতুন করে দেখার কিছু নেই: আমিনুল হক: [653, 176, 853, 205]
- article-byline: প্রথম পাতার পর: [407, 547, 453, 555]
- article-body: ▬▬ ▬▬▬ ▬ ▬▬▬▬ ▬▬ ▬▬▬ ▬▬ ▬ ▬▬▬▬ ▬▬▬ ▬▬ ▬▬▬ ▬ ▬▬▬▬ ▬▬ ▬▬▬ ▬▬ ▬ ▬▬▬▬ ▬▬▬ ▬▬ ▬▬▬ ▬ ▬▬▬▬ ▬▬ ▬▬▬ ▬▬ ▬ ▬▬▬▬ ▬▬▬ ▬▬ ▬▬▬ ▬ ▬▬▬▬ ▬▬ ▬▬▬ ▬▬ ▬ ▬▬▬▬ ▬▬▬ ▬▬ ▬▬▬ ▬ ▬▬▬▬ ▬▬ ▬▬▬ ▬▬ ▬ ▬▬▬▬ ▬▬▬ ▬▬ ▬▬▬ ▬ ▬▬▬▬ ▬▬ ▬▬▬ ▬▬ ▬ ▬▬▬▬ ▬▬▬ ▬▬ ▬▬▬ ▬ ▬▬▬▬ ▬▬ ▬▬▬ ▬▬ ▬ ▬▬▬▬ ▬▬▬ ▬▬ ▬▬▬ ▬ ▬▬▬▬ ▬▬ ▬▬▬ ▬▬ ▬ ▬▬▬▬ ▬▬▬ ▬▬ ▬▬▬ ▬ ▬▬▬▬ ▬▬ ▬▬▬ ▬▬ ▬ ▬▬▬▬ ▬▬▬ ▬▬ ▬▬▬ ▬ ▬▬▬▬ ▬▬ ▬▬▬ ▬▬ ▬ ▬▬▬▬ ▬▬▬ ▬▬ ▬▬▬ ▬ ▬▬▬▬ ▬▬ ▬▬▬ ▬▬ ▬ ▬▬▬▬ ▬▬▬ ▬▬ ▬▬▬ ▬ ▬▬▬▬ ▬▬ ▬▬▬ ▬▬ ▬ ▬▬▬▬ ▬▬▬ ▬▬ ▬▬▬ ▬ ▬▬▬▬ ▬▬ ▬▬▬ ▬▬ ▬ ▬▬▬▬ ▬▬▬ ▬▬ ▬▬▬ ▬ ▬▬▬▬ ▬▬ ▬▬▬ ▬▬ ▬ ▬▬▬▬ ▬▬▬ ▬▬ ▬▬▬ ▬ ▬▬▬▬ ▬▬ ▬▬▬ ▬▬ ▬ ▬▬▬▬ ▬▬▬ ▬▬ ▬▬▬ ▬ ▬▬▬▬ ▬▬ ▬▬▬ ▬▬ ▬ ▬▬▬▬ ▬▬▬ ▬▬ ▬▬▬ ▬ ▬▬▬▬ ▬▬ ▬▬▬ ▬▬ ▬ ▬▬▬▬ ▬▬▬ ▬▬ ▬▬▬ ▬ ▬▬▬▬ ▬▬ ▬▬▬ ▬▬ ▬ ▬▬▬▬ ▬▬▬: [226, 858, 634, 966]
- article-headline: জেলেদের জীবন জীবিকা: [360, 527, 500, 543]
- article-byline: প্রথম পাতার পর: [89, 325, 135, 333]
- article-headline: নরসিংদীতে দুই ভাইকে: [367, 974, 493, 990]
- article-headline: মিডিয়া, সামাজিক ও তৃণমূলে: [30, 779, 194, 795]
- article-byline: প্রথম পাতার পর: [407, 398, 453, 406]
- article-headline: প্রণোদনার ৭.৫৪ কোটি: [47, 1253, 177, 1269]
- news-photo: [642, 66, 864, 172]
- article-headline: দিনকালের নামে ভুয়া আইডি: [350, 378, 510, 394]
- article-headline: জকসু ঘিরে ক্যাম্পাসে: [692, 965, 814, 981]
- article-headline: বিদেশিদের হাতে বন্দর: [369, 676, 491, 692]
- article-body: ▬▬ ▬▬▬ ▬ ▬▬▬▬ ▬▬ ▬▬▬ ▬▬ ▬ ▬▬▬▬ ▬▬▬ ▬▬ ▬▬▬ ▬ ▬▬▬▬ ▬▬ ▬▬▬ ▬▬ ▬ ▬▬▬▬ ▬▬▬ ▬▬ ▬▬▬ ▬ ▬▬▬▬ ▬▬ ▬▬▬ ▬▬ ▬ ▬▬▬▬ ▬▬▬ ▬▬ ▬▬▬ ▬ ▬▬▬▬ ▬▬ ▬▬▬ ▬▬ ▬ ▬▬▬▬ ▬▬▬ ▬▬ ▬▬▬ ▬ ▬▬▬▬ ▬▬ ▬▬▬ ▬▬ ▬ ▬▬▬▬ ▬▬▬ ▬▬ ▬▬▬ ▬ ▬▬▬▬ ▬▬ ▬▬▬ ▬▬ ▬ ▬▬▬▬ ▬▬▬ ▬▬ ▬▬▬ ▬ ▬▬▬▬ ▬▬ ▬▬▬ ▬▬ ▬ ▬▬▬▬ ▬▬▬ ▬▬ ▬▬▬ ▬ ▬▬▬▬ ▬▬ ▬▬▬ ▬▬ ▬ ▬▬▬▬ ▬▬▬ ▬▬ ▬▬▬ ▬ ▬▬▬▬ ▬▬ ▬▬▬ ▬▬ ▬ ▬▬▬▬ ▬▬▬ ▬▬ ▬▬▬ ▬ ▬▬▬▬ ▬▬ ▬▬▬ ▬▬ ▬ ▬▬▬▬ ▬▬▬ ▬▬ ▬▬▬ ▬ ▬▬▬▬ ▬▬ ▬▬▬ ▬▬ ▬ ▬▬▬▬ ▬▬▬ ▬▬ ▬▬▬ ▬ ▬▬▬▬ ▬▬ ▬▬▬ ▬▬ ▬ ▬▬▬▬ ▬▬▬ ▬▬ ▬▬▬ ▬ ▬▬▬▬ ▬▬ ▬▬▬ ▬▬ ▬ ▬▬▬▬ ▬▬▬ ▬▬ ▬▬▬ ▬ ▬▬▬▬ ▬▬ ▬▬▬ ▬▬ ▬ ▬▬▬▬ ▬▬▬ ▬▬ ▬▬▬ ▬ ▬▬▬▬ ▬▬ ▬▬▬ ▬▬ ▬ ▬▬▬▬ ▬▬▬ ▬▬ ▬▬▬ ▬ ▬▬▬▬ ▬▬ ▬▬▬ ▬▬ ▬ ▬▬▬▬ ▬▬▬ ▬▬ ▬▬▬ ▬ ▬▬▬▬ ▬▬ ▬▬▬ ▬▬ ▬ ▬▬▬▬ ▬▬▬ ▬▬ ▬▬▬ ▬ ▬▬▬▬ ▬▬ ▬▬▬ ▬▬ ▬ ▬▬▬▬ ▬▬▬: [226, 262, 634, 370]
- column-divider: [638, 66, 639, 1346]
- reporter-credit: দিনকাল রিপোর্ট: [642, 208, 693, 218]
